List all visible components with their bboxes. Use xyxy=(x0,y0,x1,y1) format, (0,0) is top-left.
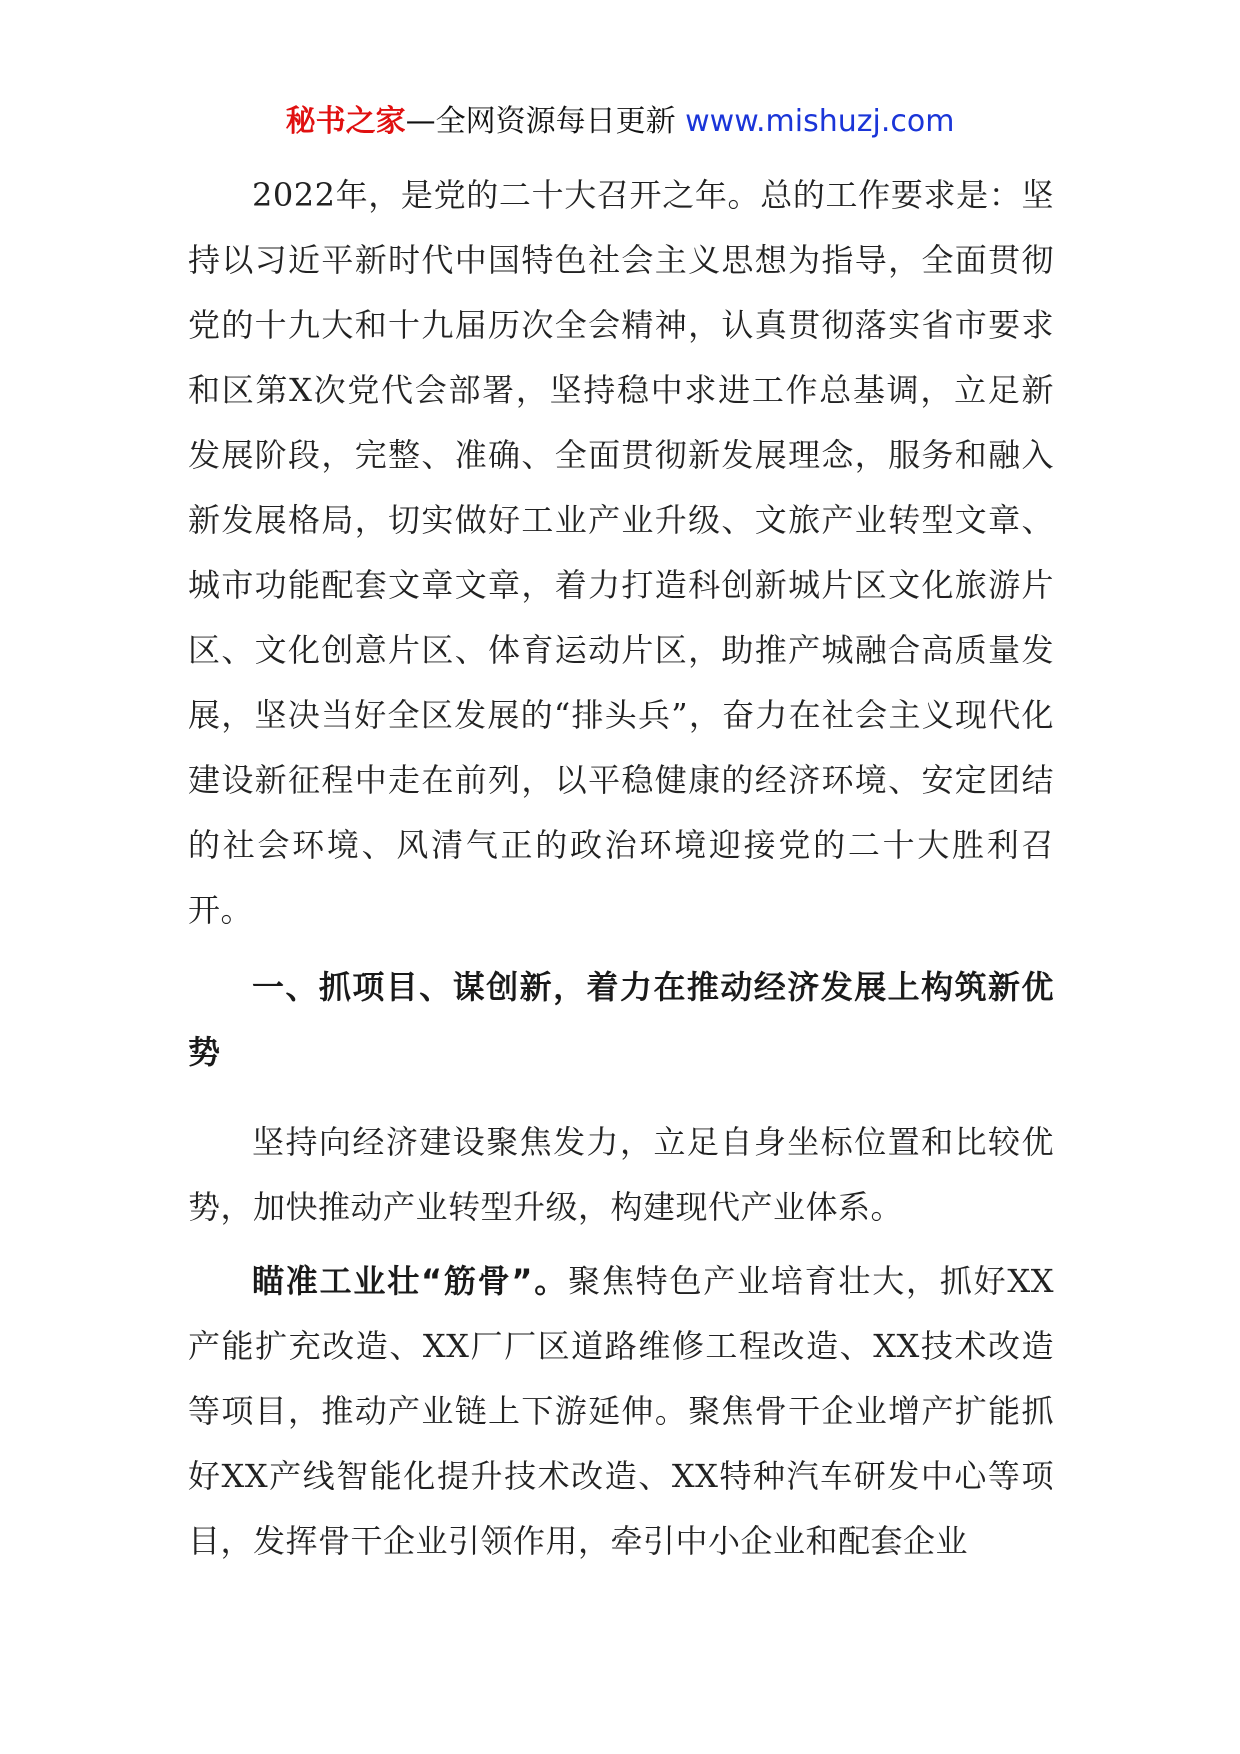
lead-paragraph xyxy=(188,1249,1054,1574)
section-paragraph: 坚持向经济建设聚焦发力，立足自身坐标位置和比较优势，加快推动产业转型升级，构建现代产业体系。 xyxy=(188,1123,1054,1226)
header-url: www.mishuzj.com xyxy=(685,104,955,139)
brand-name: 秘书之家 xyxy=(285,104,406,139)
header-tagline: —全网资源每日更新 xyxy=(405,104,686,139)
lead-title: 瞄准工业壮“筋骨”。 xyxy=(252,1262,569,1300)
intro-paragraph: 2022年，是党的二十大召开之年。总的工作要求是：坚持以习近平新时代中国特色社会主义思想为指导，全面贯彻党的十九大和十九届历次全会精神，认真贯彻落实省市要求和区第X次党代会部署，坚持稳中求进工作总基调，立足新发展阶段，完整、准确、全面贯彻新发展理念，服务和融入新发展格局，切实做好工业产业升级、文旅产业转型文章、城市功能配套文章文章，着力打造科创新城片区文化旅游片区、文化创意片区、体育运动片区，助推产城融合高质量发展，坚决当好全区发展的“排头兵”，奋力在社会主义现代化建设新征程中走在前列，以平稳健康的经济环境、安定团结的社会环境、风清气正的政治环境迎接党的二十大胜利召开。 xyxy=(188,176,1054,929)
lead-text: 聚焦特色产业培育壮大，抓好XX产能扩充改造、XX厂厂区道路维修工程改造、XX技术改造等项目，推动产业链上下游延伸。聚焦骨干企业增产扩能抓好XX产线智能化提升技术改造、XX特种汽车研发中心等项目，发挥骨干企业引领作用，牵引中小企业和配套企业 xyxy=(188,1262,1054,1560)
watermark-header xyxy=(0,102,1240,142)
section-heading: 一、抓项目、谋创新，着力在推动经济发展上构筑新优势 xyxy=(188,968,1054,1071)
